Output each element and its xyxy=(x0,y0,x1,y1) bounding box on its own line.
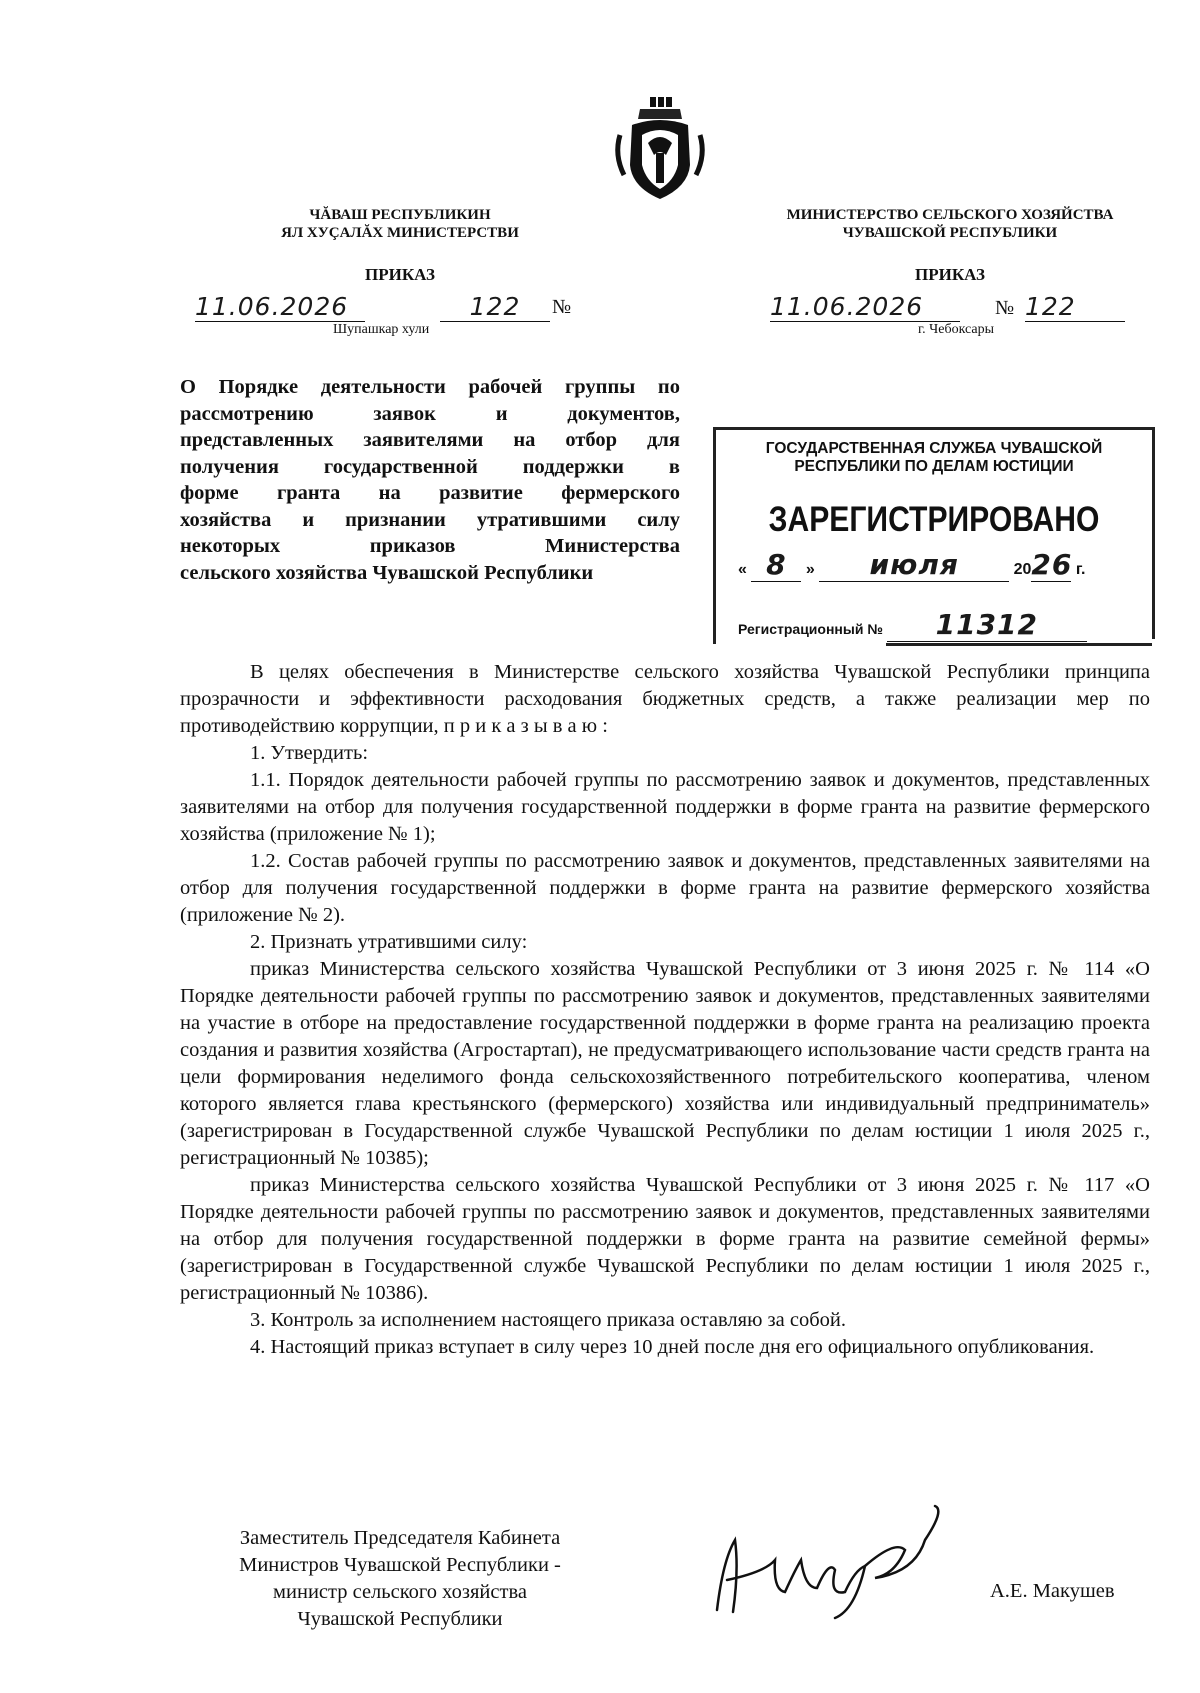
signer-name: А.Е. Макушев xyxy=(990,1580,1115,1602)
left-date: 11.06.2026 xyxy=(195,292,365,322)
signer-position-line: Заместитель Председателя Кабинета xyxy=(239,1527,561,1549)
left-number: 122 xyxy=(440,292,550,322)
right-place: г. Чебоксары xyxy=(918,322,995,337)
paragraph-item-3: 3. Контроль за исполнением настоящего приказа оставляю за собой. xyxy=(250,1309,846,1331)
stamp-reg-number: 11312 xyxy=(887,608,1087,642)
stamp-reg-number-row xyxy=(738,608,1138,642)
stamp-quote-close: » xyxy=(805,561,815,578)
title-line: форме гранта на развитие фермерского xyxy=(180,482,680,504)
right-number-sign: № xyxy=(995,297,1015,319)
stamp-date xyxy=(738,548,1138,582)
right-number: 122 xyxy=(1025,292,1125,322)
doc-type-right: ПРИКАЗ xyxy=(915,265,985,284)
document-title xyxy=(180,374,680,586)
title-line: хозяйства и признании утратившими силу xyxy=(180,508,680,531)
paragraph-item-1-1: 1.1. Порядок деятельности рабочей группы по рассмотрению заявок и документов, представленных заявителями на отбор для получения государственной поддержки в форме гранта на развитие фермерского хозяйства (приложение № 1); xyxy=(180,769,1150,845)
stamp-agency-line1: ГОСУДАРСТВЕННАЯ СЛУЖБА ЧУВАШСКОЙ xyxy=(765,440,1103,457)
left-number-sign: № xyxy=(552,296,572,318)
signer-position xyxy=(180,1525,620,1633)
title-line: О Порядке деятельности рабочей группы по xyxy=(180,376,680,398)
handwritten-signature xyxy=(705,1500,965,1620)
stamp-year-g: г. xyxy=(1075,561,1086,578)
signer-position-line: Министров Чувашской Республики - xyxy=(239,1554,561,1576)
ministry-name-chuvash xyxy=(225,206,575,242)
title-line: некоторых приказов Министерства xyxy=(180,535,680,557)
title-line: получения государственной поддержки в xyxy=(180,455,680,478)
stamp-agency xyxy=(716,440,1152,476)
title-line: сельского хозяйства Чувашской Республики xyxy=(180,561,594,584)
paragraph-repealed-114: приказ Министерства сельского хозяйства Чувашской Республики от 3 июня 2025 г. № 114 «О Порядке деятельности рабочей группы по рассмотрению заявок и документов, представленных заявителями на участие в отборе на предоставление государственной поддержки в форме гранта на реализацию проекта создания и развития хозяйства (Агростартап), не предусматривающего использование части средств гранта на цели формирования неделимого фонда сельскохозяйственного потребительского кооператива, членом которого является глава крестьянского (фермерского) хозяйства или индивидуальный предприниматель» (зарегистрирован в Государственной службе Чувашской Республики по делам юстиции 1 июля 2025 г., регистрационный № 10385); xyxy=(180,958,1150,1169)
signer-position-line: министр сельского хозяйства xyxy=(273,1581,527,1603)
ministry-name-russian-line1: МИНИСТЕРСТВО СЕЛЬСКОГО ХОЗЯЙСТВА xyxy=(786,207,1114,223)
stamp-month: июля xyxy=(819,548,1009,582)
signer-position-line: Чувашской Республики xyxy=(297,1608,503,1630)
paragraph-item-2: 2. Признать утратившими силу: xyxy=(250,931,528,953)
registration-stamp xyxy=(713,427,1152,644)
stamp-registered: ЗАРЕГИСТРИРОВАНО xyxy=(768,500,1100,539)
order-body xyxy=(180,659,1150,1361)
title-line: рассмотрению заявок и документов, xyxy=(180,402,680,425)
stamp-day: 8 xyxy=(751,548,801,582)
stamp-agency-line2: РЕСПУБЛИКИ ПО ДЕЛАМ ЮСТИЦИИ xyxy=(794,458,1074,475)
ministry-name-chuvash-line2: ЯЛ ХУÇАЛĂХ МИНИСТЕРСТВИ xyxy=(281,225,519,241)
stamp-year-suffix: 26 xyxy=(1031,548,1073,581)
ministry-name-chuvash-line1: ЧĂВАШ РЕСПУБЛИКИН xyxy=(309,207,491,223)
stamp-year-prefix: 20 xyxy=(1013,561,1032,578)
stamp-quote-open: « xyxy=(738,561,747,578)
coat-of-arms-emblem xyxy=(610,95,710,205)
doc-type-left: ПРИКАЗ xyxy=(365,265,435,284)
paragraph-item-1-2: 1.2. Состав рабочей группы по рассмотрению заявок и документов, представленных заявителями на отбор для получения государственной поддержки в форме гранта на развитие фермерского хозяйства (приложение № 2). xyxy=(180,850,1150,926)
stamp-reg-label: Регистрационный № xyxy=(738,621,883,637)
paragraph-preamble: В целях обеспечения в Министерстве сельского хозяйства Чувашской Республики принципа прозрачности и эффективности расходования бюджетных средств, а также реализации мер по противодействию коррупции, п р и к а з ы в а ю : xyxy=(180,661,1150,737)
paragraph-item-1: 1. Утвердить: xyxy=(250,742,369,764)
paragraph-repealed-117: приказ Министерства сельского хозяйства Чувашской Республики от 3 июня 2025 г. № 117 «О Порядке деятельности рабочей группы по рассмотрению заявок и документов, представленных заявителями на отбор для получения государственной поддержки в форме гранта на развитие семейной фермы» (зарегистрирован в Государственной службе Чувашской Республики по делам юстиции 1 июля 2025 г., регистрационный № 10386). xyxy=(180,1174,1150,1304)
left-place: Шупашкар хули xyxy=(333,322,430,337)
paragraph-item-4: 4. Настоящий приказ вступает в силу через 10 дней после дня его официального опубликования. xyxy=(250,1336,1095,1358)
ministry-name-russian-line2: ЧУВАШСКОЙ РЕСПУБЛИКИ xyxy=(842,225,1058,241)
right-date: 11.06.2026 xyxy=(770,292,960,322)
ministry-name-russian xyxy=(750,206,1150,242)
title-line: представленных заявителями на отбор для xyxy=(180,429,680,451)
